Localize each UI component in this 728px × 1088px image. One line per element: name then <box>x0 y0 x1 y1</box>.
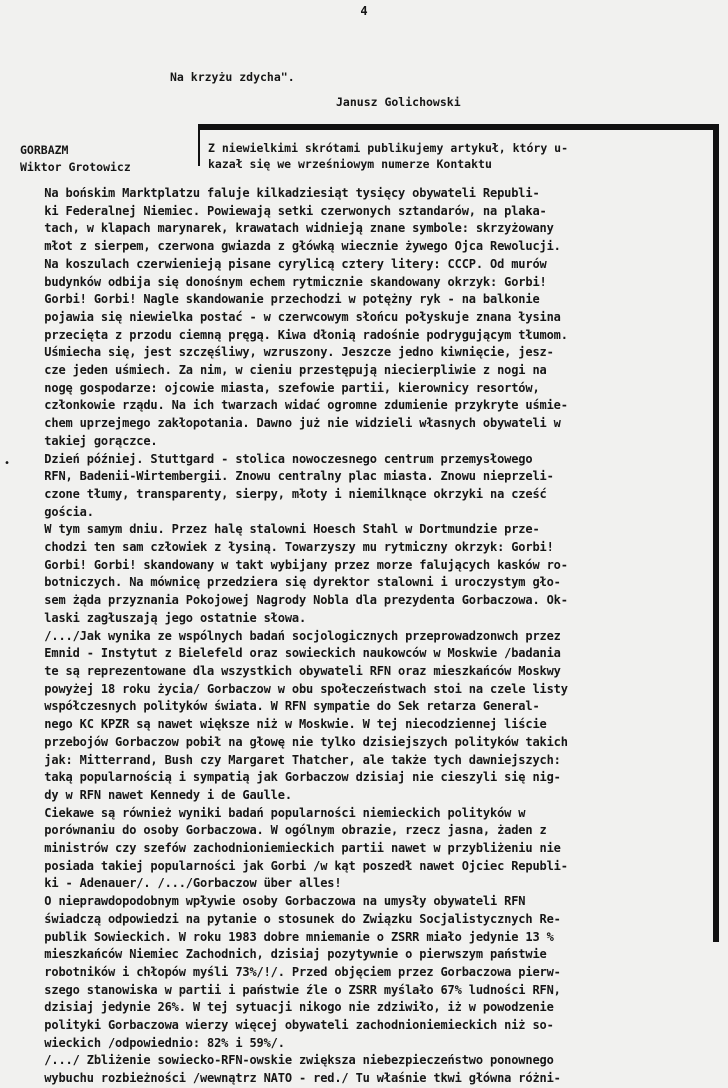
article-line: czone tłumy, transparenty, sierpy, młoty i niemilknące okrzyki na cześć <box>16 486 547 501</box>
article-heading <box>20 142 131 176</box>
article-line: tach, w klapach marynarek, krawatach widnieją znane symbole: skrzyżowany <box>16 221 554 236</box>
article-line: świadczą odpowiedzi na pytanie o stosunek do Związku Socjalistycznych Re- <box>16 911 561 926</box>
article-line: Uśmiecha się, jest szczęśliwy, wzruszony. Jeszcze jedno kiwnięcie, jesz- <box>16 345 554 360</box>
article-line: gościa. <box>16 504 94 519</box>
verse-closing-line: Na krzyżu zdycha". <box>170 70 295 84</box>
article-line: chodzi ten sam człowiek z łysiną. Towarzyszy mu rytmiczny okrzyk: Gorbi! <box>16 540 554 555</box>
article-line: jak: Mitterrand, Bush czy Margaret Thatcher, ale także tych dawniejszych: <box>16 752 561 767</box>
article-line: ki - Adenauer/. /.../Gorbaczow über alles! <box>16 876 342 891</box>
article-line: polityki Gorbaczowa wierzy więcej obywateli zachodnioniemieckich niż so- <box>16 1018 554 1033</box>
article-line: ki Federalnej Niemiec. Powiewają setki czerwonych sztandarów, na plaka- <box>16 203 547 218</box>
article-line: przecięta z przodu ciemną pręgą. Kiwa dłonią radośnie podrygującym tłumom. <box>16 327 568 342</box>
article-line: botniczych. Na mównicę przedziera się dyrektor stalowni i uroczystym gło- <box>16 575 561 590</box>
editorial-note <box>208 140 568 172</box>
article-line: Na koszulach czerwienieją pisane cyrylicą cztery litery: CCCP. Od murów <box>16 256 547 271</box>
article-line: cze jeden uśmiech. Za nim, w cieniu przestępują niecierpliwie z nogi na <box>16 363 547 378</box>
article-line: współczesnych polityków świata. W RFN sympatie do Sek retarza General- <box>16 699 540 714</box>
article-line: taką popularnością i sympatią jak Gorbaczow dzisiaj nie cieszyli się nig- <box>16 770 561 785</box>
article-line: chem uprzejmego zakłopotania. Dawno już nie widzieli własnych obywateli w <box>16 416 561 431</box>
article-line: /.../ Zbliżenie sowiecko-RFN-owskie zwiększa niebezpieczeństwo ponownego <box>16 1053 554 1068</box>
article-line: Emnid - Instytut z Bielefeld oraz sowieckich naukowców w Moskwie /badania <box>16 646 561 661</box>
article-line: nogę gospodarze: ojcowie miasta, szefowie partii, kierownicy resortów, <box>16 380 540 395</box>
page-number: 4 <box>360 4 368 18</box>
article-line: Gorbi! Gorbi! Nagle skandowanie przechodzi w potężny ryk - na balkonie <box>16 292 540 307</box>
article-line: budynków odbija się donośnym echem rytmicznie skandowany okrzyk: Gorbi! <box>16 274 547 289</box>
article-line: mieszkańców Niemiec Zachodnich, dzisiaj pozytywnie o pierwszym państwie <box>16 947 547 962</box>
verse-author: Janusz Golichowski <box>336 95 461 109</box>
article-line: powyżej 18 roku życia/ Gorbaczow w obu społeczeństwach stoi na czele listy <box>16 681 568 696</box>
article-author: Wiktor Grotowicz <box>20 160 131 174</box>
article-line: Na bońskim Marktplatzu faluje kilkadziesiąt tysięcy obywateli Republi- <box>16 186 540 200</box>
article-line: członkowie rządu. Na ich twarzach widać ogromne zdumienie przykryte uśmie- <box>16 398 568 413</box>
article-line: robotników i chłopów myśli 73%/!/. Przed objęciem przez Gorbaczowa pierw- <box>16 964 561 979</box>
article-line: /.../Jak wynika ze wspólnych badań socjologicznych przeprowadzonwch przez <box>16 628 561 643</box>
article-line: nego KC KPZR są nawet większe niż w Moskwie. W tej niecodziennej liście <box>16 717 547 732</box>
article-line: posiada takiej popularności jak Gorbi /w kąt poszedł nawet Ojciec Republi- <box>16 858 568 873</box>
editorial-note-line: Z niewielkimi skrótami publikujemy artykuł, który u- <box>208 141 569 155</box>
article-line: laski zagłuszają jego ostatnie słowa. <box>16 610 307 625</box>
article-body <box>16 185 706 1088</box>
margin-dot: • <box>4 458 11 469</box>
article-line: przebojów Gorbaczow pobił na głowę nie tylko dzisiejszych polityków takich <box>16 734 568 749</box>
article-line: szego stanowiska w partii i państwie źle o ZSRR myślało 67% ludności RFN, <box>16 982 561 997</box>
article-line: sem żąda przyznania Pokojowej Nagrody Nobla dla prezydenta Gorbaczowa. Ok- <box>16 593 568 608</box>
article-line: Gorbi! Gorbi! skandowany w takt wybijany przez morze falujących kasków ro- <box>16 557 568 572</box>
article-line: W tym samym dniu. Przez halę stalowni Hoesch Stahl w Dortmundzie prze- <box>16 522 540 537</box>
margin-rule <box>713 124 719 942</box>
article-line: Dzień później. Stuttgard - stolica nowoczesnego centrum przemysłowego <box>16 451 533 466</box>
article-line: takiej gorączce. <box>16 433 158 448</box>
article-line: wybuchu rozbieżności /wewnątrz NATO - red./ Tu właśnie tkwi główna różni- <box>16 1071 561 1086</box>
article-line: wieckich /odpowiednio: 82% i 59%/. <box>16 1035 285 1050</box>
article-title: GORBAZM <box>20 143 69 157</box>
article-line: O nieprawdopodobnym wpływie osoby Gorbaczowa na umysły obywateli RFN <box>16 894 526 909</box>
article-line: te są reprezentowane dla wszystkich obywateli RFN oraz mieszkańców Moskwy <box>16 663 561 678</box>
article-line: dy w RFN nawet Kennedy i de Gaulle. <box>16 787 292 802</box>
article-line: porównaniu do osoby Gorbaczowa. W ogólnym obrazie, rzecz jasna, żaden z <box>16 823 547 838</box>
article-line: RFN, Badenii-Wirtembergii. Znowu centralny plac miasta. Znowu nieprzeli- <box>16 469 554 484</box>
editorial-note-line: kazał się we wrześniowym numerze Kontaktu <box>208 157 492 171</box>
article-line: Ciekawe są również wyniki badań popularności niemieckich polityków w <box>16 805 526 820</box>
article-line: ministrów czy szefów zachodnioniemieckich partii nawet w przybliżeniu nie <box>16 841 561 856</box>
article-line: publik Sowieckich. W roku 1983 dobre mniemanie o ZSRR miało jedynie 13 % <box>16 929 554 944</box>
article-line: młot z sierpem, czerwona gwiazda z główką wiecznie żywego Ojca Rewolucji. <box>16 239 561 254</box>
article-line: dzisiaj jedynie 26%. W tej sytuacji nikogo nie zdziwiło, iż w powodzenie <box>16 1000 554 1015</box>
article-line: pojawia się niewielka postać - w czerwcowym słońcu połyskuje znana łysina <box>16 309 561 324</box>
